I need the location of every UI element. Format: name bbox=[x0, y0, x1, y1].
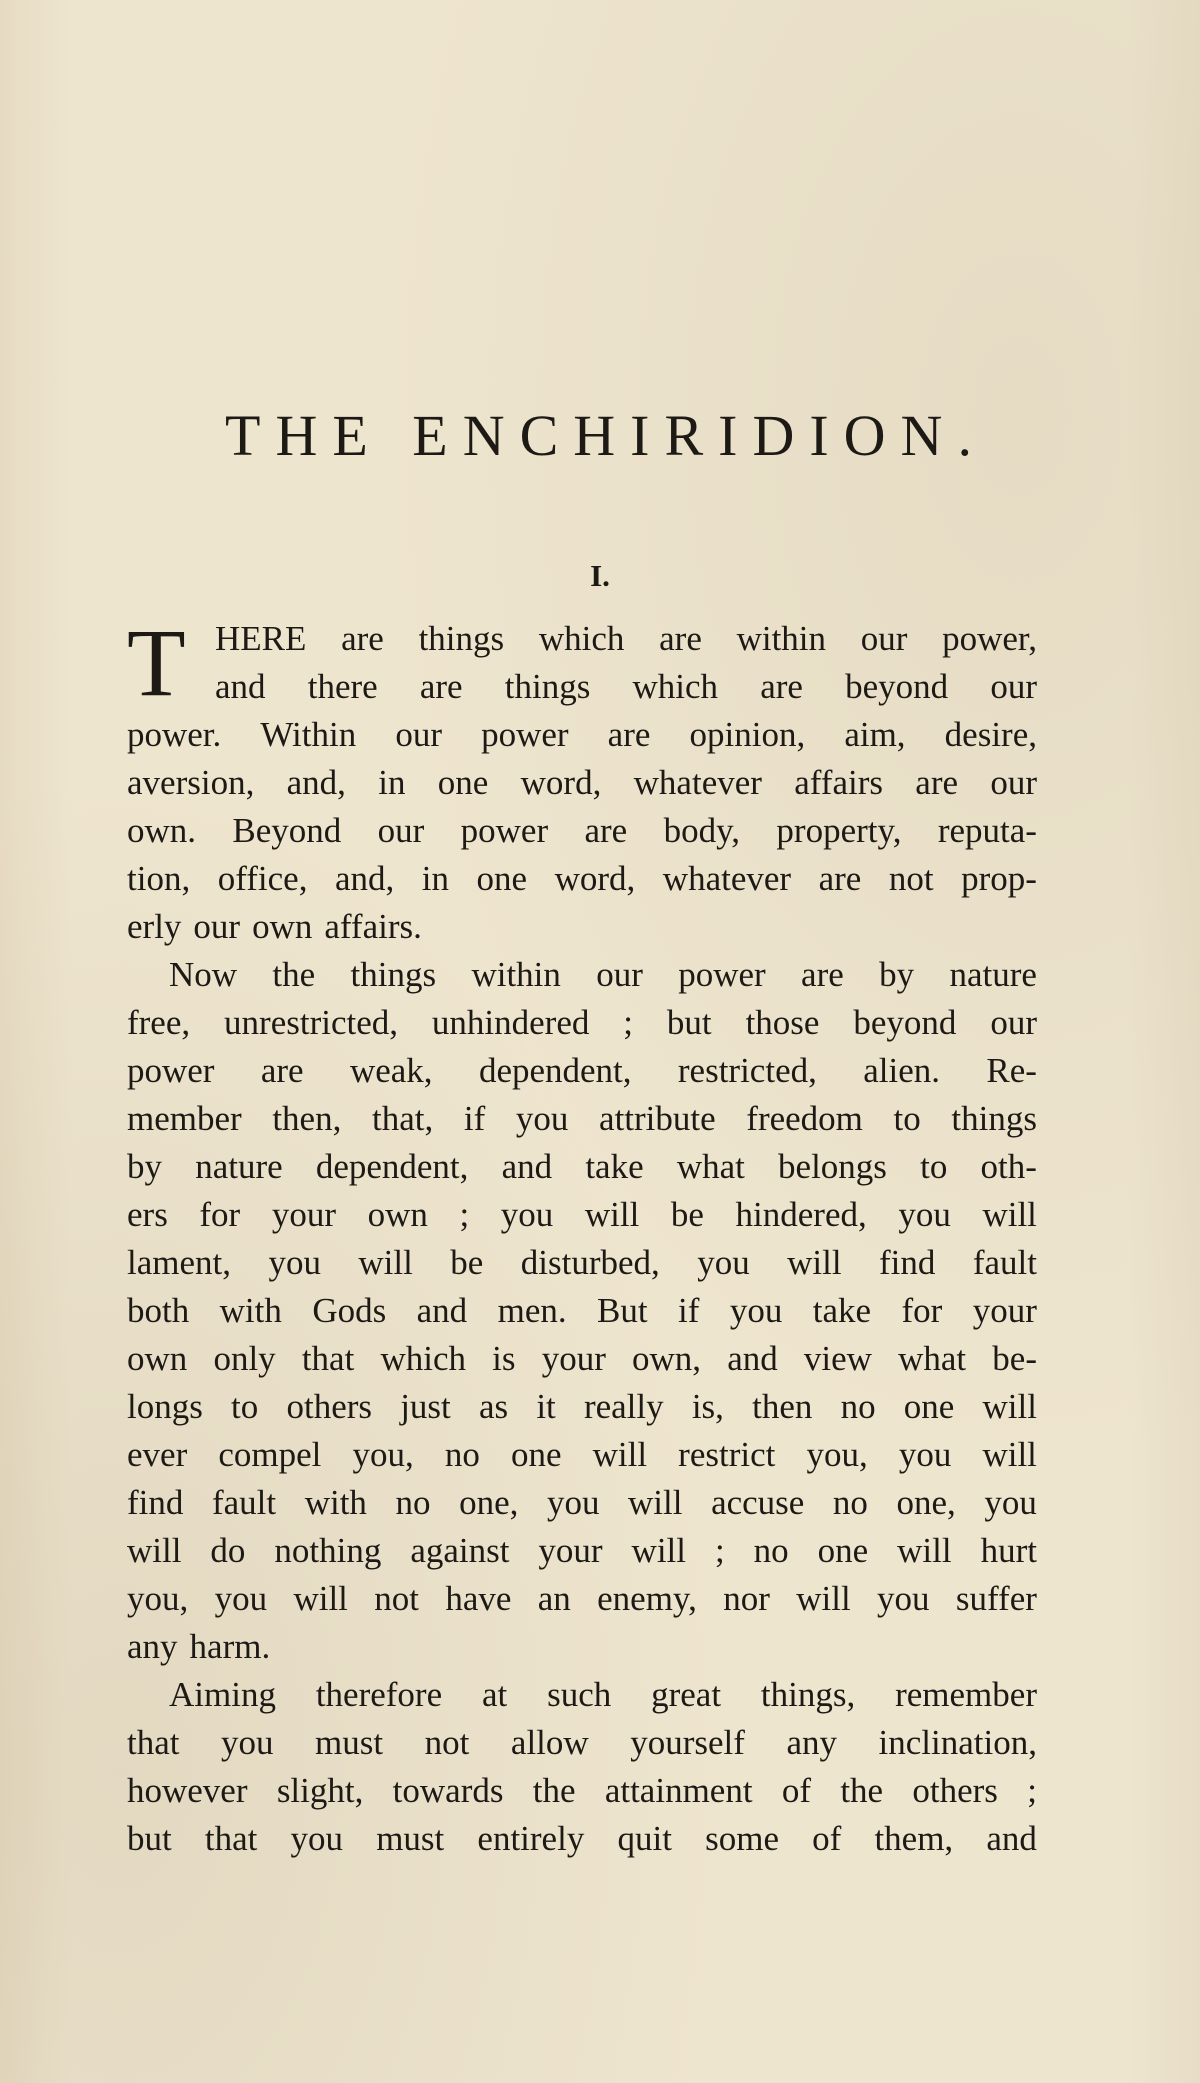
text-line: by nature dependent, and take what belongs to oth- bbox=[127, 1147, 1037, 1186]
text-line: however slight, towards the attainment of the others ; bbox=[127, 1771, 1037, 1810]
text-line: ers for your own ; you will be hindered, you will bbox=[127, 1195, 1037, 1234]
text-line: longs to others just as it really is, then no one will bbox=[127, 1387, 1037, 1426]
text-line: HERE are things which are within our power, bbox=[215, 619, 1037, 658]
paragraph bbox=[127, 951, 1037, 1671]
text-line: will do nothing against your will ; no one will hurt bbox=[127, 1531, 1037, 1570]
text-line: Now the things within our power are by nature bbox=[169, 955, 1037, 994]
text-line: Aiming therefore at such great things, remember bbox=[169, 1675, 1037, 1714]
text-line: member then, that, if you attribute freedom to things bbox=[127, 1099, 1037, 1138]
text-line: any harm. bbox=[127, 1627, 271, 1666]
text-line: erly our own affairs. bbox=[127, 907, 422, 946]
text-line: lament, you will be disturbed, you will find fault bbox=[127, 1243, 1037, 1282]
text-line: and there are things which are beyond our bbox=[215, 667, 1037, 706]
section-number: I. bbox=[590, 558, 610, 593]
text-line: ever compel you, no one will restrict you, you will bbox=[127, 1435, 1037, 1474]
text-line: but that you must entirely quit some of them, and bbox=[127, 1819, 1037, 1858]
text-line: find fault with no one, you will accuse no one, you bbox=[127, 1483, 1037, 1522]
text-line: you, you will not have an enemy, nor will you suffer bbox=[127, 1579, 1037, 1618]
text-line: that you must not allow yourself any inclination, bbox=[127, 1723, 1037, 1762]
text-line: free, unrestricted, unhindered ; but those beyond our bbox=[127, 1003, 1037, 1042]
text-line: both with Gods and men. But if you take for your bbox=[127, 1291, 1037, 1330]
text-line: aversion, and, in one word, whatever affairs are our bbox=[127, 763, 1037, 802]
body-text bbox=[127, 609, 1037, 1863]
text-line: power. Within our power are opinion, aim, desire, bbox=[127, 715, 1037, 754]
paragraph bbox=[127, 1671, 1037, 1863]
text-line: own. Beyond our power are body, property, reputa- bbox=[127, 811, 1037, 850]
text-line: tion, office, and, in one word, whatever are not prop- bbox=[127, 859, 1037, 898]
drop-cap-block bbox=[127, 609, 1037, 716]
text-line: power are weak, dependent, restricted, alien. Re- bbox=[127, 1051, 1037, 1090]
text-line: own only that which is your own, and view what be- bbox=[127, 1339, 1037, 1378]
page-title: THE ENCHIRIDION. bbox=[225, 403, 987, 468]
paragraph bbox=[127, 609, 1037, 951]
drop-cap: T bbox=[127, 609, 186, 716]
